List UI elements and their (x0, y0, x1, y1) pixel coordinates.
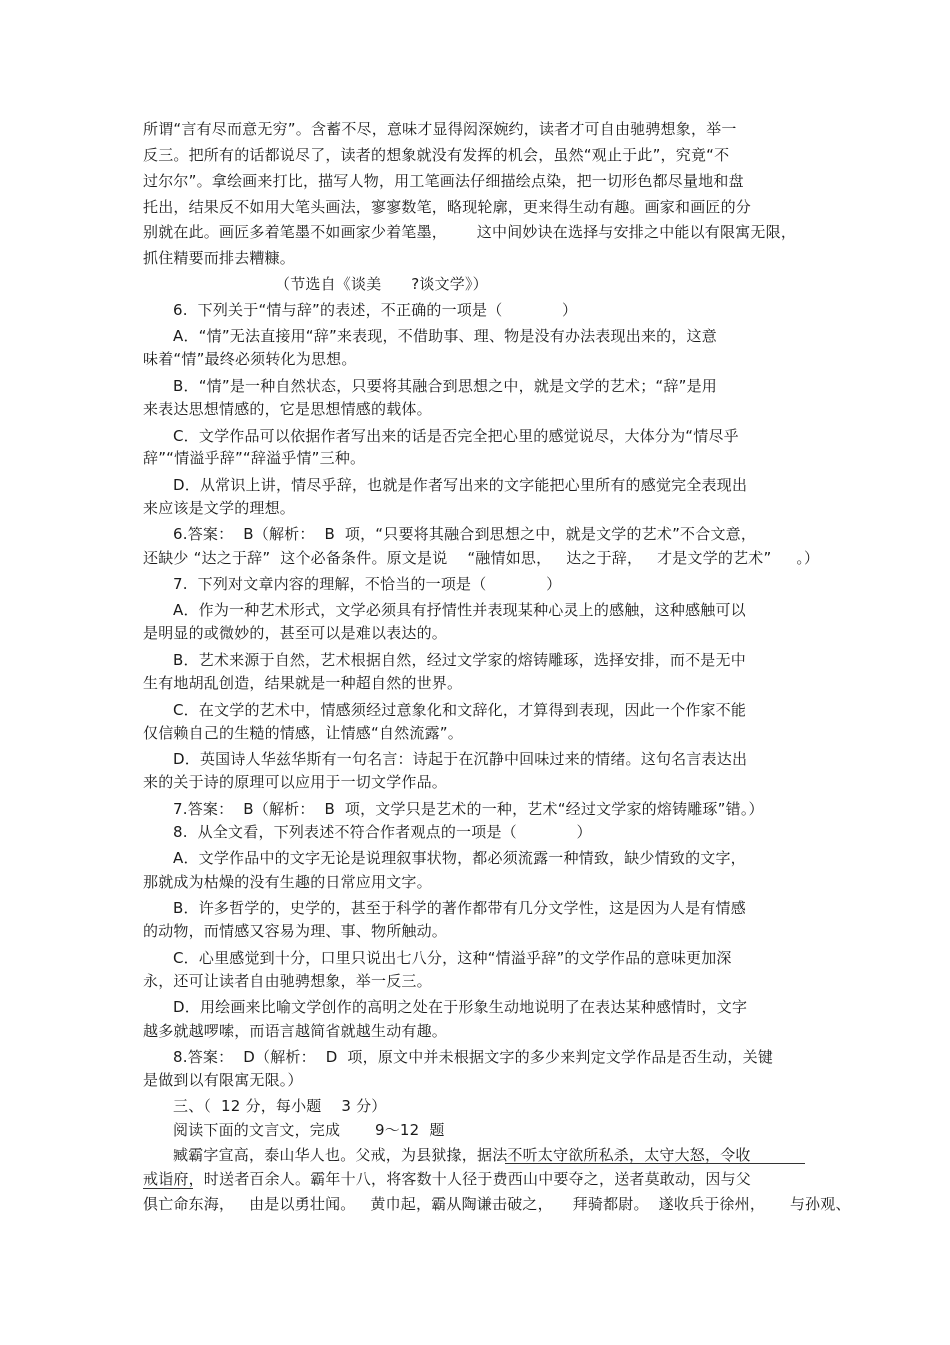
answer-7: 7.答案： B（解析： B 项，文学只是艺术的一种，艺术“经过文学家的熔铸雕琢”错。） (173, 800, 764, 818)
classical-text-line: 戒诣府，时送者百余人。霸年十八，将客数十人径于费西山中要夺之，送者莫敢动，因与父 (143, 1170, 752, 1188)
underline-rule (143, 1188, 193, 1189)
section-heading: 三、（ 12 分，每小题 3 分） (173, 1097, 387, 1115)
section-instruction: 阅读下面的文言文，完成 9～12 题 (173, 1121, 445, 1139)
text-line: 越多就越啰嗦，而语言越简省就越生动有趣。 (143, 1022, 448, 1040)
question-6-option-a: A．“情”无法直接用“辞”来表现，不借助事、理、物是没有办法表现出来的，这意 (173, 327, 717, 345)
source-citation: （节选自《谈美 ?谈文学》） (275, 275, 488, 293)
text-line: 是做到以有限寓无限。） (143, 1071, 303, 1089)
question-6-option-d: D．从常识上讲，情尽乎辞，也就是作者写出来的文字能把心里所有的感觉完全表现出 (173, 476, 748, 494)
classical-text-line: 俱亡命东海， 由是以勇壮闻。 黄巾起，霸从陶谦击破之， 拜骑都尉。 遂收兵于徐州， 与孙观、 (143, 1195, 851, 1213)
question-7-option-a: A．作为一种艺术形式，文学必须具有抒情性并表现某种心灵上的感触，这种感触可以 (173, 601, 746, 619)
text-line: 别就在此。画匠多着笔墨不如画家少着笔墨， 这中间妙诀在选择与安排之中能以有限寓无限， (143, 223, 797, 241)
text-line: 反三。把所有的话都说尽了，读者的想象就没有发挥的机会，虽然“观止于此”，究竟“不 (143, 146, 730, 164)
text-line: 永，还可让读者自由驰骋想象，举一反三。 (143, 972, 432, 990)
text-line: 抓住精要而排去糟糠。 (143, 249, 296, 267)
question-7-stem: 7. 下列对文章内容的理解，不恰当的一项是（ ） (173, 575, 562, 593)
question-7-option-b: B．艺术来源于自然，艺术根据自然，经过文学家的熔铸雕琢，选择安排，而不是无中 (173, 651, 746, 669)
text-line: 来表达思想情感的，它是思想情感的载体。 (143, 400, 432, 418)
text-line: 来应该是文学的理想。 (143, 499, 296, 517)
text-line: 是明显的或微妙的，甚至可以是难以表达的。 (143, 624, 448, 642)
text-line: 所谓“言有尽而意无穷”。含蓄不尽，意味才显得闳深婉约，读者才可自由驰骋想象，举一 (143, 120, 737, 138)
text-line: 托出，结果反不如用大笔头画法，寥寥数笔，略现轮廓，更来得生动有趣。画家和画匠的分 (143, 198, 752, 216)
question-8-option-b: B．许多哲学的，史学的，甚至于科学的著作都带有几分文学性，这是因为人是有情感 (173, 899, 746, 917)
underline-rule (505, 1163, 805, 1164)
text-line: 来的关于诗的原理可以应用于一切文学作品。 (143, 773, 448, 791)
text-line: 还缺少 “达之于辞” 这个必备条件。原文是说 “融情如思， 达之于辞， 才是文学的艺术” 。） (143, 549, 820, 567)
text-line: 生有地胡乱创造，结果就是一种超自然的世界。 (143, 674, 463, 692)
question-6-stem: 6. 下列关于“情与辞”的表述，不正确的一项是（ ） (173, 301, 578, 319)
question-7-option-d: D．英国诗人华兹华斯有一句名言：诗起于在沉静中回味过来的情绪。这句名言表达出 (173, 750, 748, 768)
answer-8: 8.答案： D（解析： D 项，原文中并未根据文字的多少来判定文学作品是否生动，关键 (173, 1048, 774, 1066)
text-line: 味着“情”最终必须转化为思想。 (143, 350, 357, 368)
question-6-option-b: B．“情”是一种自然状态，只要将其融合到思想之中，就是文学的艺术；“辞”是用 (173, 377, 717, 395)
question-6-option-c: C．文学作品可以依据作者写出来的话是否完全把心里的感觉说尽，大体分为“情尽乎 (173, 427, 739, 445)
question-8-stem: 8. 从全文看，下列表述不符合作者观点的一项是（ ） (173, 823, 592, 841)
text-line: 仅信赖自己的生糙的情感，让情感“自然流露”。 (143, 724, 463, 742)
text-line: 那就成为枯燥的没有生趣的日常应用文字。 (143, 873, 432, 891)
question-8-option-c: C．心里感觉到十分，口里只说出七八分，这种“情溢乎辞”的文学作品的意味更加深 (173, 949, 732, 967)
text-line: 辞”“情溢乎辞”“辞溢乎情”三种。 (143, 449, 366, 467)
question-8-option-a: A．文学作品中的文字无论是说理叙事状物，都必须流露一种情致，缺少情致的文字， (173, 849, 746, 867)
text-line: 过尔尔”。拿绘画来打比，描写人物，用工笔画法仔细描绘点染，把一切形色都尽量地和盘 (143, 172, 744, 190)
question-7-option-c: C．在文学的艺术中，情感须经过意象化和文辞化，才算得到表现，因此一个作家不能 (173, 701, 747, 719)
question-8-option-d: D．用绘画来比喻文学创作的高明之处在于形象生动地说明了在表达某种感情时，文字 (173, 998, 748, 1016)
text-line: 的动物，而情感又容易为理、事、物所触动。 (143, 922, 448, 940)
classical-text-line: 臧霸字宣高，泰山华人也。父戒，为县狱掾，据法不听太守欲所私杀，太守大怒，令收 (173, 1146, 751, 1164)
answer-6: 6.答案： B（解析： B 项，“只要将其融合到思想之中，就是文学的艺术”不合文意， (173, 525, 757, 543)
